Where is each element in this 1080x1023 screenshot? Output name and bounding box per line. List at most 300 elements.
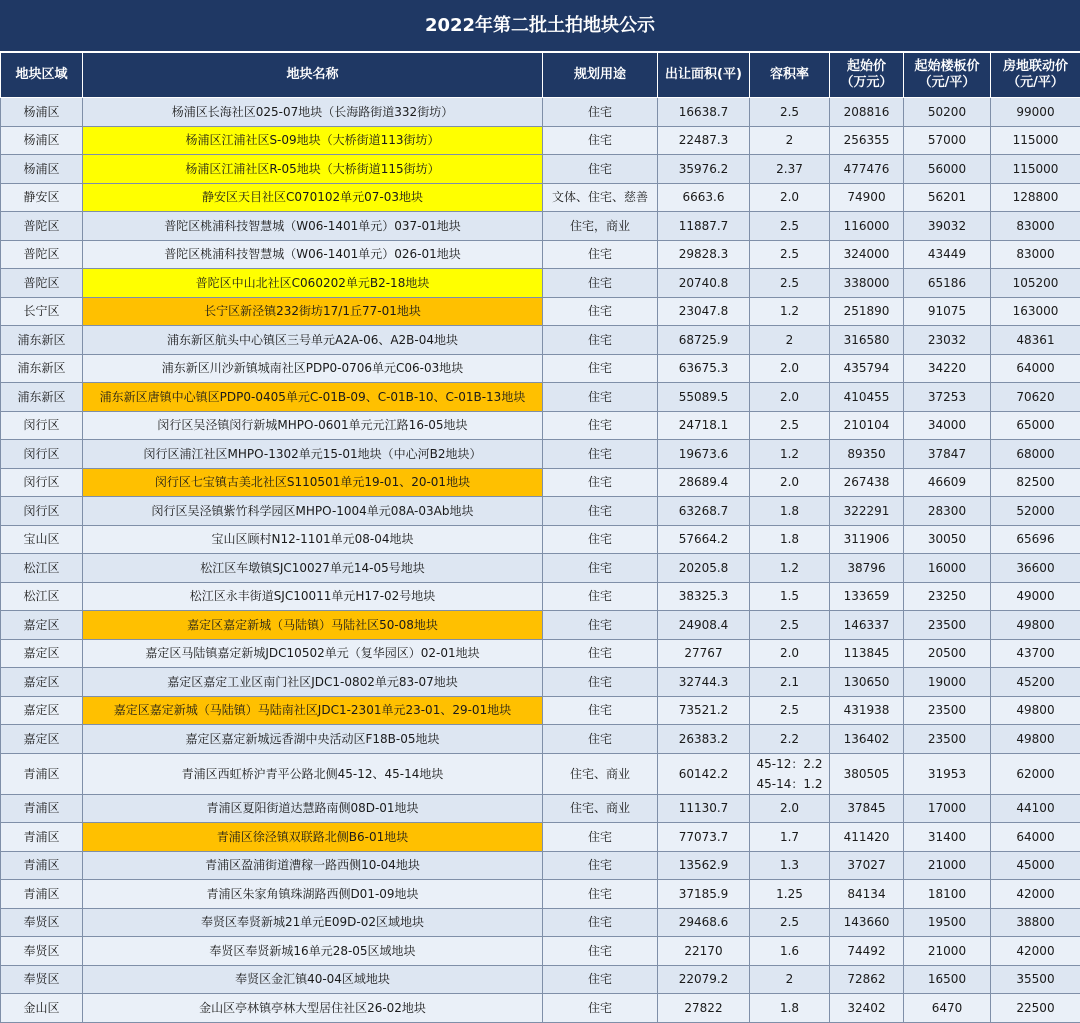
cell-planned-use: 住宅 — [543, 411, 658, 440]
cell-floor-price: 34000 — [904, 411, 991, 440]
cell-district: 松江区 — [1, 554, 83, 583]
cell-area: 63675.3 — [658, 354, 750, 383]
cell-area: 20205.8 — [658, 554, 750, 583]
cell-planned-use: 住宅 — [543, 937, 658, 966]
cell-area: 37185.9 — [658, 880, 750, 909]
cell-planned-use: 住宅、商业 — [543, 794, 658, 823]
cell-parcel-name: 奉贤区金汇镇40-04区域地块 — [83, 965, 543, 994]
cell-far: 2.5 — [750, 611, 830, 640]
cell-linked-price: 128800 — [991, 183, 1080, 212]
cell-planned-use: 住宅 — [543, 525, 658, 554]
cell-district: 闵行区 — [1, 411, 83, 440]
cell-planned-use: 住宅 — [543, 611, 658, 640]
cell-planned-use: 住宅 — [543, 354, 658, 383]
cell-planned-use: 住宅 — [543, 725, 658, 754]
cell-far: 2.0 — [750, 383, 830, 412]
cell-parcel-name: 嘉定区嘉定工业区南门社区JDC1-0802单元83-07地块 — [83, 668, 543, 697]
cell-planned-use: 住宅 — [543, 468, 658, 497]
cell-start-price: 136402 — [830, 725, 904, 754]
cell-district: 宝山区 — [1, 525, 83, 554]
cell-start-price: 338000 — [830, 269, 904, 298]
cell-far: 1.3 — [750, 851, 830, 880]
cell-start-price: 37027 — [830, 851, 904, 880]
cell-district: 奉贤区 — [1, 937, 83, 966]
cell-floor-price: 31953 — [904, 753, 991, 794]
cell-parcel-name: 宝山区顾村N12-1101单元08-04地块 — [83, 525, 543, 554]
cell-district: 金山区 — [1, 994, 83, 1023]
cell-area: 38325.3 — [658, 582, 750, 611]
cell-start-price: 38796 — [830, 554, 904, 583]
cell-start-price: 431938 — [830, 696, 904, 725]
cell-planned-use: 住宅 — [543, 823, 658, 852]
cell-start-price: 146337 — [830, 611, 904, 640]
cell-linked-price: 36600 — [991, 554, 1080, 583]
cell-floor-price: 56000 — [904, 155, 991, 184]
cell-district: 嘉定区 — [1, 611, 83, 640]
cell-far: 2.5 — [750, 240, 830, 269]
cell-far: 2.0 — [750, 183, 830, 212]
table-row — [1, 183, 1080, 212]
cell-floor-price: 16500 — [904, 965, 991, 994]
cell-start-price: 116000 — [830, 212, 904, 241]
cell-district: 普陀区 — [1, 269, 83, 298]
cell-floor-price: 21000 — [904, 851, 991, 880]
cell-district: 嘉定区 — [1, 696, 83, 725]
header-far: 容积率 — [750, 53, 830, 98]
cell-planned-use: 住宅 — [543, 155, 658, 184]
cell-linked-price: 42000 — [991, 937, 1080, 966]
table-row — [1, 851, 1080, 880]
cell-far: 2.37 — [750, 155, 830, 184]
cell-parcel-name: 嘉定区嘉定新城（马陆镇）马陆南社区JDC1-2301单元23-01、29-01地块 — [83, 696, 543, 725]
table-row — [1, 126, 1080, 155]
cell-area: 22487.3 — [658, 126, 750, 155]
cell-floor-price: 23500 — [904, 725, 991, 754]
cell-start-price: 322291 — [830, 497, 904, 526]
cell-parcel-name: 青浦区西虹桥沪青平公路北侧45-12、45-14地块 — [83, 753, 543, 794]
table-row — [1, 212, 1080, 241]
cell-floor-price: 19500 — [904, 908, 991, 937]
cell-linked-price: 48361 — [991, 326, 1080, 355]
cell-area: 22079.2 — [658, 965, 750, 994]
cell-far: 1.7 — [750, 823, 830, 852]
cell-floor-price: 34220 — [904, 354, 991, 383]
header-parcel-name: 地块名称 — [83, 53, 543, 98]
cell-area: 20740.8 — [658, 269, 750, 298]
cell-far: 2.5 — [750, 696, 830, 725]
cell-planned-use: 住宅 — [543, 639, 658, 668]
cell-parcel-name: 普陀区桃浦科技智慧城（W06-1401单元）026-01地块 — [83, 240, 543, 269]
cell-district: 杨浦区 — [1, 98, 83, 127]
cell-district: 普陀区 — [1, 240, 83, 269]
cell-far: 2.1 — [750, 668, 830, 697]
cell-floor-price: 56201 — [904, 183, 991, 212]
cell-area: 11887.7 — [658, 212, 750, 241]
cell-start-price: 89350 — [830, 440, 904, 469]
cell-district: 浦东新区 — [1, 354, 83, 383]
header-planned-use: 规划用途 — [543, 53, 658, 98]
table-row — [1, 297, 1080, 326]
cell-floor-price: 18100 — [904, 880, 991, 909]
cell-start-price: 324000 — [830, 240, 904, 269]
table-row — [1, 696, 1080, 725]
cell-linked-price: 83000 — [991, 212, 1080, 241]
cell-area: 35976.2 — [658, 155, 750, 184]
cell-floor-price: 39032 — [904, 212, 991, 241]
cell-parcel-name: 青浦区盈浦街道漕稼一路西侧10-04地块 — [83, 851, 543, 880]
cell-district: 青浦区 — [1, 794, 83, 823]
cell-far: 2.5 — [750, 269, 830, 298]
cell-parcel-name: 松江区永丰街道SJC10011单元H17-02号地块 — [83, 582, 543, 611]
cell-planned-use: 住宅 — [543, 383, 658, 412]
cell-linked-price: 99000 — [991, 98, 1080, 127]
cell-district: 闵行区 — [1, 497, 83, 526]
header-floor-price: 起始楼板价 （元/平） — [904, 53, 991, 98]
table-row — [1, 994, 1080, 1023]
cell-linked-price: 44100 — [991, 794, 1080, 823]
cell-far: 1.8 — [750, 525, 830, 554]
cell-linked-price: 43700 — [991, 639, 1080, 668]
cell-parcel-name: 青浦区朱家角镇珠湖路西侧D01-09地块 — [83, 880, 543, 909]
cell-parcel-name: 杨浦区江浦社区R-05地块（大桥街道115街坊） — [83, 155, 543, 184]
cell-linked-price: 65000 — [991, 411, 1080, 440]
cell-parcel-name: 闵行区吴泾镇紫竹科学园区MHPO-1004单元08A-03Ab地块 — [83, 497, 543, 526]
cell-area: 16638.7 — [658, 98, 750, 127]
cell-linked-price: 105200 — [991, 269, 1080, 298]
cell-district: 奉贤区 — [1, 908, 83, 937]
land-parcel-table — [0, 52, 1080, 1023]
table-row — [1, 753, 1080, 794]
cell-linked-price: 64000 — [991, 354, 1080, 383]
cell-area: 60142.2 — [658, 753, 750, 794]
cell-district: 嘉定区 — [1, 639, 83, 668]
table-row — [1, 269, 1080, 298]
cell-far: 1.2 — [750, 297, 830, 326]
cell-planned-use: 住宅、商业 — [543, 753, 658, 794]
cell-floor-price: 23250 — [904, 582, 991, 611]
cell-far: 2.0 — [750, 354, 830, 383]
cell-district: 杨浦区 — [1, 126, 83, 155]
cell-far: 2 — [750, 126, 830, 155]
cell-far: 1.2 — [750, 554, 830, 583]
cell-parcel-name: 闵行区浦江社区MHPO-1302单元15-01地块（中心河B2地块） — [83, 440, 543, 469]
table-row — [1, 525, 1080, 554]
header-area: 出让面积(平) — [658, 53, 750, 98]
cell-floor-price: 37847 — [904, 440, 991, 469]
cell-district: 浦东新区 — [1, 383, 83, 412]
cell-parcel-name: 杨浦区长海社区025-07地块（长海路街道332街坊） — [83, 98, 543, 127]
cell-area: 63268.7 — [658, 497, 750, 526]
cell-start-price: 113845 — [830, 639, 904, 668]
table-row — [1, 937, 1080, 966]
cell-area: 55089.5 — [658, 383, 750, 412]
cell-start-price: 133659 — [830, 582, 904, 611]
cell-start-price: 410455 — [830, 383, 904, 412]
header-linked-price: 房地联动价 （元/平） — [991, 53, 1080, 98]
cell-linked-price: 52000 — [991, 497, 1080, 526]
cell-linked-price: 115000 — [991, 155, 1080, 184]
cell-start-price: 74492 — [830, 937, 904, 966]
cell-far: 2 — [750, 965, 830, 994]
cell-far: 1.8 — [750, 497, 830, 526]
cell-area: 32744.3 — [658, 668, 750, 697]
header-start-price: 起始价 （万元） — [830, 53, 904, 98]
cell-linked-price: 68000 — [991, 440, 1080, 469]
cell-parcel-name: 青浦区夏阳街道达慧路南侧08D-01地块 — [83, 794, 543, 823]
cell-floor-price: 19000 — [904, 668, 991, 697]
cell-far: 2 — [750, 326, 830, 355]
cell-district: 长宁区 — [1, 297, 83, 326]
cell-parcel-name: 杨浦区江浦社区S-09地块（大桥街道113街坊） — [83, 126, 543, 155]
cell-floor-price: 16000 — [904, 554, 991, 583]
cell-far: 2.2 — [750, 725, 830, 754]
cell-start-price: 143660 — [830, 908, 904, 937]
cell-start-price: 84134 — [830, 880, 904, 909]
cell-start-price: 435794 — [830, 354, 904, 383]
cell-floor-price: 50200 — [904, 98, 991, 127]
cell-far: 1.6 — [750, 937, 830, 966]
cell-area: 13562.9 — [658, 851, 750, 880]
cell-far: 2.0 — [750, 639, 830, 668]
cell-district: 青浦区 — [1, 851, 83, 880]
table-row — [1, 354, 1080, 383]
cell-floor-price: 21000 — [904, 937, 991, 966]
cell-start-price: 210104 — [830, 411, 904, 440]
cell-linked-price: 22500 — [991, 994, 1080, 1023]
cell-far: 2.5 — [750, 98, 830, 127]
page-title: 2022年第二批土拍地块公示 — [0, 0, 1080, 52]
cell-start-price: 37845 — [830, 794, 904, 823]
cell-district: 闵行区 — [1, 468, 83, 497]
cell-planned-use: 住宅 — [543, 98, 658, 127]
cell-floor-price: 91075 — [904, 297, 991, 326]
cell-parcel-name: 静安区天目社区C070102单元07-03地块 — [83, 183, 543, 212]
cell-planned-use: 住宅 — [543, 668, 658, 697]
cell-linked-price: 64000 — [991, 823, 1080, 852]
table-row — [1, 880, 1080, 909]
cell-planned-use: 文体、住宅、慈善 — [543, 183, 658, 212]
cell-planned-use: 住宅 — [543, 269, 658, 298]
cell-area: 23047.8 — [658, 297, 750, 326]
cell-district: 青浦区 — [1, 823, 83, 852]
cell-area: 29468.6 — [658, 908, 750, 937]
cell-far: 1.25 — [750, 880, 830, 909]
table-row — [1, 98, 1080, 127]
cell-start-price: 130650 — [830, 668, 904, 697]
cell-start-price: 411420 — [830, 823, 904, 852]
table-row — [1, 440, 1080, 469]
cell-district: 松江区 — [1, 582, 83, 611]
cell-floor-price: 17000 — [904, 794, 991, 823]
table-row — [1, 965, 1080, 994]
cell-linked-price: 62000 — [991, 753, 1080, 794]
cell-start-price: 74900 — [830, 183, 904, 212]
cell-parcel-name: 金山区亭林镇亭林大型居住社区26-02地块 — [83, 994, 543, 1023]
cell-planned-use: 住宅 — [543, 440, 658, 469]
cell-area: 73521.2 — [658, 696, 750, 725]
cell-linked-price: 65696 — [991, 525, 1080, 554]
cell-parcel-name: 嘉定区嘉定新城远香湖中央活动区F18B-05地块 — [83, 725, 543, 754]
cell-area: 68725.9 — [658, 326, 750, 355]
cell-planned-use: 住宅 — [543, 554, 658, 583]
cell-linked-price: 49800 — [991, 611, 1080, 640]
cell-linked-price: 38800 — [991, 908, 1080, 937]
table-body — [1, 98, 1080, 1023]
cell-start-price: 256355 — [830, 126, 904, 155]
cell-far: 2.5 — [750, 908, 830, 937]
cell-floor-price: 31400 — [904, 823, 991, 852]
cell-linked-price: 115000 — [991, 126, 1080, 155]
cell-district: 青浦区 — [1, 753, 83, 794]
cell-district: 静安区 — [1, 183, 83, 212]
cell-start-price: 380505 — [830, 753, 904, 794]
cell-linked-price: 82500 — [991, 468, 1080, 497]
cell-planned-use: 住宅 — [543, 126, 658, 155]
cell-planned-use: 住宅 — [543, 851, 658, 880]
cell-planned-use: 住宅 — [543, 240, 658, 269]
cell-area: 28689.4 — [658, 468, 750, 497]
table-row — [1, 582, 1080, 611]
cell-district: 普陀区 — [1, 212, 83, 241]
cell-start-price: 251890 — [830, 297, 904, 326]
table-row — [1, 639, 1080, 668]
header-district: 地块区域 — [1, 53, 83, 98]
cell-floor-price: 6470 — [904, 994, 991, 1023]
cell-planned-use: 住宅 — [543, 326, 658, 355]
cell-planned-use: 住宅 — [543, 880, 658, 909]
cell-linked-price: 45200 — [991, 668, 1080, 697]
cell-area: 24908.4 — [658, 611, 750, 640]
cell-district: 浦东新区 — [1, 326, 83, 355]
cell-floor-price: 43449 — [904, 240, 991, 269]
cell-parcel-name: 嘉定区嘉定新城（马陆镇）马陆社区50-08地块 — [83, 611, 543, 640]
cell-area: 22170 — [658, 937, 750, 966]
cell-floor-price: 20500 — [904, 639, 991, 668]
cell-planned-use: 住宅 — [543, 994, 658, 1023]
cell-parcel-name: 普陀区中山北社区C060202单元B2-18地块 — [83, 269, 543, 298]
table-row — [1, 155, 1080, 184]
cell-district: 杨浦区 — [1, 155, 83, 184]
table-row — [1, 725, 1080, 754]
cell-floor-price: 30050 — [904, 525, 991, 554]
table-row — [1, 823, 1080, 852]
table-header-row — [1, 53, 1080, 98]
cell-area: 24718.1 — [658, 411, 750, 440]
cell-area: 57664.2 — [658, 525, 750, 554]
cell-floor-price: 23500 — [904, 611, 991, 640]
cell-parcel-name: 青浦区徐泾镇双联路北侧B6-01地块 — [83, 823, 543, 852]
cell-area: 19673.6 — [658, 440, 750, 469]
cell-linked-price: 70620 — [991, 383, 1080, 412]
cell-district: 闵行区 — [1, 440, 83, 469]
cell-start-price: 208816 — [830, 98, 904, 127]
cell-planned-use: 住宅 — [543, 297, 658, 326]
cell-linked-price: 163000 — [991, 297, 1080, 326]
cell-area: 29828.3 — [658, 240, 750, 269]
table-row — [1, 908, 1080, 937]
cell-floor-price: 28300 — [904, 497, 991, 526]
cell-area: 11130.7 — [658, 794, 750, 823]
cell-far: 2.5 — [750, 411, 830, 440]
table-row — [1, 326, 1080, 355]
cell-far: 1.2 — [750, 440, 830, 469]
cell-far: 45-12：2.2 45-14：1.2 — [750, 753, 830, 794]
cell-far: 2.0 — [750, 794, 830, 823]
cell-floor-price: 46609 — [904, 468, 991, 497]
table-row — [1, 411, 1080, 440]
cell-parcel-name: 闵行区七宝镇古美北社区S110501单元19-01、20-01地块 — [83, 468, 543, 497]
cell-linked-price: 35500 — [991, 965, 1080, 994]
cell-floor-price: 23500 — [904, 696, 991, 725]
cell-parcel-name: 闵行区吴泾镇闵行新城MHPO-0601单元元江路16-05地块 — [83, 411, 543, 440]
cell-floor-price: 57000 — [904, 126, 991, 155]
cell-start-price: 477476 — [830, 155, 904, 184]
cell-district: 奉贤区 — [1, 965, 83, 994]
cell-planned-use: 住宅 — [543, 582, 658, 611]
cell-far: 1.8 — [750, 994, 830, 1023]
cell-linked-price: 45000 — [991, 851, 1080, 880]
cell-parcel-name: 奉贤区奉贤新城21单元E09D-02区域地块 — [83, 908, 543, 937]
cell-planned-use: 住宅 — [543, 497, 658, 526]
cell-parcel-name: 浦东新区唐镇中心镇区PDP0-0405单元C-01B-09、C-01B-10、C-01B-13地块 — [83, 383, 543, 412]
cell-far: 2.5 — [750, 212, 830, 241]
cell-parcel-name: 松江区车墩镇SJC10027单元14-05号地块 — [83, 554, 543, 583]
cell-start-price: 316580 — [830, 326, 904, 355]
cell-parcel-name: 浦东新区川沙新镇城南社区PDP0-0706单元C06-03地块 — [83, 354, 543, 383]
cell-parcel-name: 嘉定区马陆镇嘉定新城JDC10502单元（复华园区）02-01地块 — [83, 639, 543, 668]
cell-far: 1.5 — [750, 582, 830, 611]
table-row — [1, 240, 1080, 269]
table-row — [1, 497, 1080, 526]
cell-far: 2.0 — [750, 468, 830, 497]
cell-area: 6663.6 — [658, 183, 750, 212]
cell-floor-price: 65186 — [904, 269, 991, 298]
cell-parcel-name: 浦东新区航头中心镇区三号单元A2A-06、A2B-04地块 — [83, 326, 543, 355]
cell-area: 27822 — [658, 994, 750, 1023]
cell-area: 26383.2 — [658, 725, 750, 754]
cell-parcel-name: 普陀区桃浦科技智慧城（W06-1401单元）037-01地块 — [83, 212, 543, 241]
table-row — [1, 383, 1080, 412]
table-row — [1, 794, 1080, 823]
cell-planned-use: 住宅 — [543, 908, 658, 937]
cell-planned-use: 住宅 — [543, 965, 658, 994]
cell-start-price: 32402 — [830, 994, 904, 1023]
table-row — [1, 468, 1080, 497]
cell-linked-price: 49000 — [991, 582, 1080, 611]
cell-district: 嘉定区 — [1, 725, 83, 754]
table-row — [1, 554, 1080, 583]
cell-area: 27767 — [658, 639, 750, 668]
cell-district: 青浦区 — [1, 880, 83, 909]
cell-district: 嘉定区 — [1, 668, 83, 697]
cell-linked-price: 83000 — [991, 240, 1080, 269]
cell-start-price: 72862 — [830, 965, 904, 994]
table-row — [1, 611, 1080, 640]
cell-linked-price: 49800 — [991, 696, 1080, 725]
cell-planned-use: 住宅 — [543, 696, 658, 725]
cell-linked-price: 49800 — [991, 725, 1080, 754]
cell-linked-price: 42000 — [991, 880, 1080, 909]
cell-floor-price: 23032 — [904, 326, 991, 355]
cell-parcel-name: 奉贤区奉贤新城16单元28-05区域地块 — [83, 937, 543, 966]
cell-parcel-name: 长宁区新泾镇232街坊17/1丘77-01地块 — [83, 297, 543, 326]
cell-start-price: 311906 — [830, 525, 904, 554]
cell-floor-price: 37253 — [904, 383, 991, 412]
cell-planned-use: 住宅，商业 — [543, 212, 658, 241]
cell-start-price: 267438 — [830, 468, 904, 497]
cell-area: 77073.7 — [658, 823, 750, 852]
table-row — [1, 668, 1080, 697]
